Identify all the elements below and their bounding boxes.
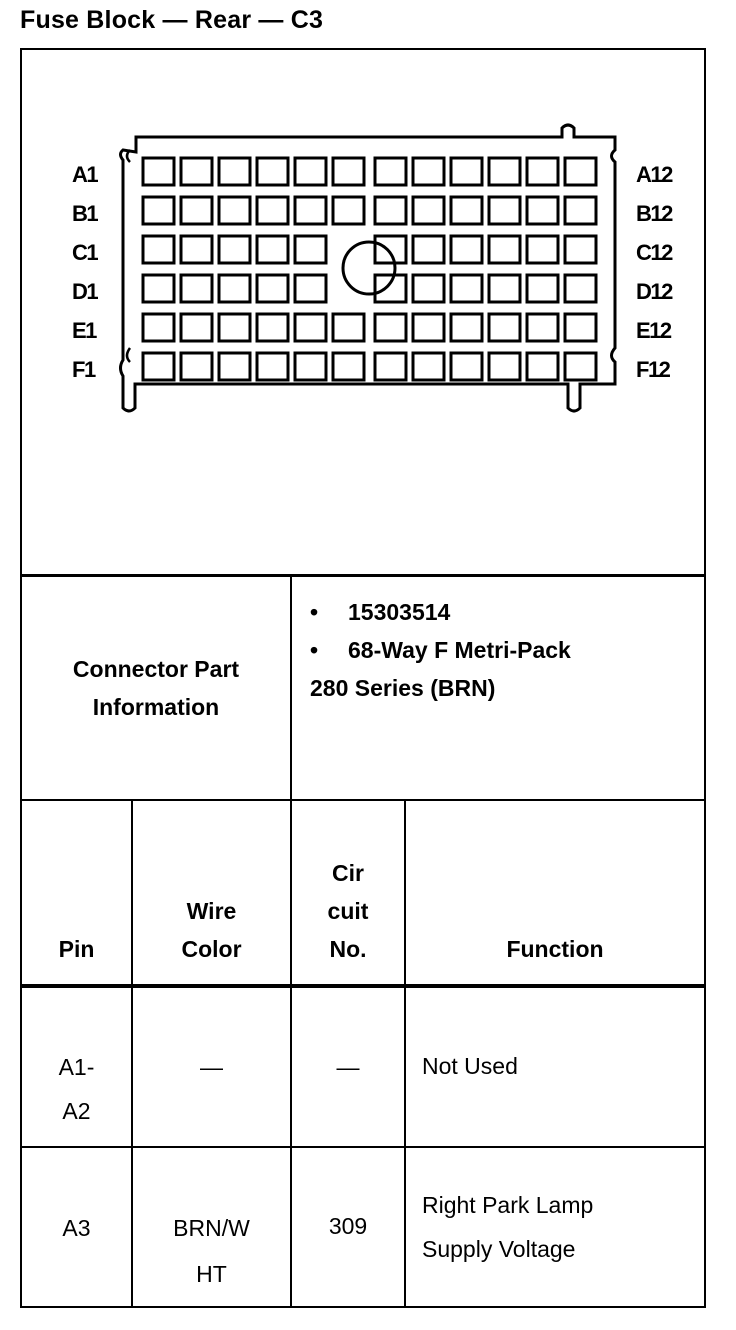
terminal-cavity — [413, 236, 444, 263]
pin-cell: A3 — [62, 1215, 91, 1241]
row-label-left: D1 — [72, 279, 98, 304]
connector-diagram — [22, 50, 704, 577]
terminal-cavity — [451, 353, 482, 380]
page-title: Fuse Block — Rear — C3 — [20, 6, 324, 34]
row-label-right: B12 — [636, 201, 672, 226]
terminal-cavity — [489, 236, 520, 263]
header-wire-color — [133, 892, 290, 968]
header-circuit-line2: cuit — [327, 898, 369, 924]
row-label-right: D12 — [636, 279, 672, 304]
terminal-cavity — [295, 236, 326, 263]
wire-color-line1: BRN/W — [173, 1215, 250, 1241]
terminal-cavity — [413, 353, 444, 380]
terminal-cavity — [219, 236, 250, 263]
terminal-cavity — [295, 314, 326, 341]
terminal-cavity — [257, 353, 288, 380]
function-line2: Supply Voltage — [422, 1236, 576, 1262]
terminal-cavity — [257, 236, 288, 263]
terminal-cavity — [219, 314, 250, 341]
terminal-cavity — [565, 353, 596, 380]
connector-face-drawing — [0, 0, 736, 600]
terminal-cavity — [451, 158, 482, 185]
terminal-cavity — [527, 314, 558, 341]
row-label-right: C12 — [636, 240, 672, 265]
pin-line1: A1- — [58, 1054, 95, 1080]
wire-color-cell: — — [200, 1054, 223, 1080]
terminal-cavity — [143, 275, 174, 302]
terminal-cavity — [565, 236, 596, 263]
row-label-left: E1 — [72, 318, 96, 343]
terminal-cavity — [257, 275, 288, 302]
terminal-cavity — [333, 158, 364, 185]
terminal-cavity — [527, 158, 558, 185]
terminal-cavity — [375, 236, 406, 263]
terminal-cavity — [295, 197, 326, 224]
terminal-cavity — [451, 236, 482, 263]
terminal-cavity — [333, 353, 364, 380]
terminal-cavity — [489, 275, 520, 302]
header-circuit-no — [292, 854, 404, 968]
part-info-values — [292, 577, 704, 799]
terminal-cavity — [143, 158, 174, 185]
part-info-label-line1: Connector Part — [72, 656, 240, 682]
terminal-cavity — [181, 236, 212, 263]
part-info-label — [22, 577, 292, 799]
terminal-cavity — [181, 275, 212, 302]
pin-cell — [22, 1045, 131, 1133]
row-label-right: A12 — [636, 162, 672, 187]
terminal-cavity — [375, 353, 406, 380]
function-line1: Right Park Lamp — [422, 1192, 594, 1218]
terminal-cavity — [219, 197, 250, 224]
part-info-label-line2: Information — [92, 694, 220, 720]
wire-color-cell — [133, 1205, 290, 1297]
row-label-right: F12 — [636, 357, 670, 382]
terminal-cavity — [489, 158, 520, 185]
terminal-cavity — [413, 275, 444, 302]
row-label-left: F1 — [72, 357, 95, 382]
terminal-cavity — [527, 353, 558, 380]
row-label-left: A1 — [72, 162, 98, 187]
center-post — [343, 242, 395, 294]
terminal-cavity — [565, 314, 596, 341]
terminal-cavity — [565, 158, 596, 185]
divider — [22, 799, 704, 801]
terminal-cavity — [527, 275, 558, 302]
header-circuit-line3: No. — [329, 936, 367, 962]
terminal-cavity — [181, 353, 212, 380]
terminal-cavity — [375, 275, 406, 302]
terminal-cavity — [181, 314, 212, 341]
divider — [404, 801, 406, 1306]
divider — [22, 1146, 704, 1148]
terminal-cavity — [489, 197, 520, 224]
terminal-cavity — [295, 353, 326, 380]
terminal-cavity — [295, 275, 326, 302]
terminal-cavity — [219, 353, 250, 380]
terminal-cavity — [257, 314, 288, 341]
terminal-cavity — [143, 197, 174, 224]
terminal-cavity — [413, 314, 444, 341]
terminal-cavity — [257, 158, 288, 185]
header-pin: Pin — [58, 936, 95, 962]
terminal-cavity — [451, 275, 482, 302]
terminal-cavity — [527, 236, 558, 263]
terminal-cavity — [451, 314, 482, 341]
terminal-cavity — [489, 353, 520, 380]
bullet-icon: • — [310, 599, 319, 625]
terminal-cavity — [295, 158, 326, 185]
terminal-cavity — [413, 158, 444, 185]
connector-sheet — [20, 48, 706, 1308]
circuit-cell: — — [336, 1054, 360, 1080]
terminal-cavity — [489, 314, 520, 341]
terminal-cavity — [565, 275, 596, 302]
terminal-cavity — [257, 197, 288, 224]
part-number: 15303514 — [348, 599, 451, 625]
terminal-cavity — [565, 197, 596, 224]
terminal-cavity — [451, 197, 482, 224]
description-line — [310, 631, 571, 669]
terminal-cavity — [219, 275, 250, 302]
terminal-cavity — [333, 314, 364, 341]
terminal-cavity — [143, 314, 174, 341]
header-divider — [22, 984, 704, 988]
row-label-right: E12 — [636, 318, 671, 343]
terminal-cavity — [143, 236, 174, 263]
function-cell: Not Used — [422, 1053, 518, 1079]
terminal-cavity — [181, 197, 212, 224]
connector-description: 68-Way F Metri-Pack — [348, 637, 571, 663]
terminal-cavity — [143, 353, 174, 380]
pin-line2: A2 — [62, 1098, 91, 1124]
function-cell — [422, 1183, 702, 1271]
terminal-cavity — [375, 314, 406, 341]
terminal-cavity — [181, 158, 212, 185]
terminal-cavity — [375, 197, 406, 224]
wire-color-line2: HT — [196, 1261, 227, 1287]
header-wire-color-line1: Wire — [186, 898, 237, 924]
header-circuit-line1: Cir — [332, 860, 364, 886]
bullet-icon: • — [310, 637, 319, 663]
circuit-cell: 309 — [328, 1213, 368, 1239]
terminal-cavity — [413, 197, 444, 224]
terminal-cavity — [333, 197, 364, 224]
header-function: Function — [506, 936, 604, 962]
terminal-cavity — [527, 197, 558, 224]
row-label-left: B1 — [72, 201, 98, 226]
header-wire-color-line2: Color — [181, 936, 242, 962]
terminal-cavity — [375, 158, 406, 185]
connector-series: 280 Series (BRN) — [310, 675, 496, 701]
part-number-line — [310, 593, 450, 631]
row-label-left: C1 — [72, 240, 98, 265]
terminal-cavity — [219, 158, 250, 185]
